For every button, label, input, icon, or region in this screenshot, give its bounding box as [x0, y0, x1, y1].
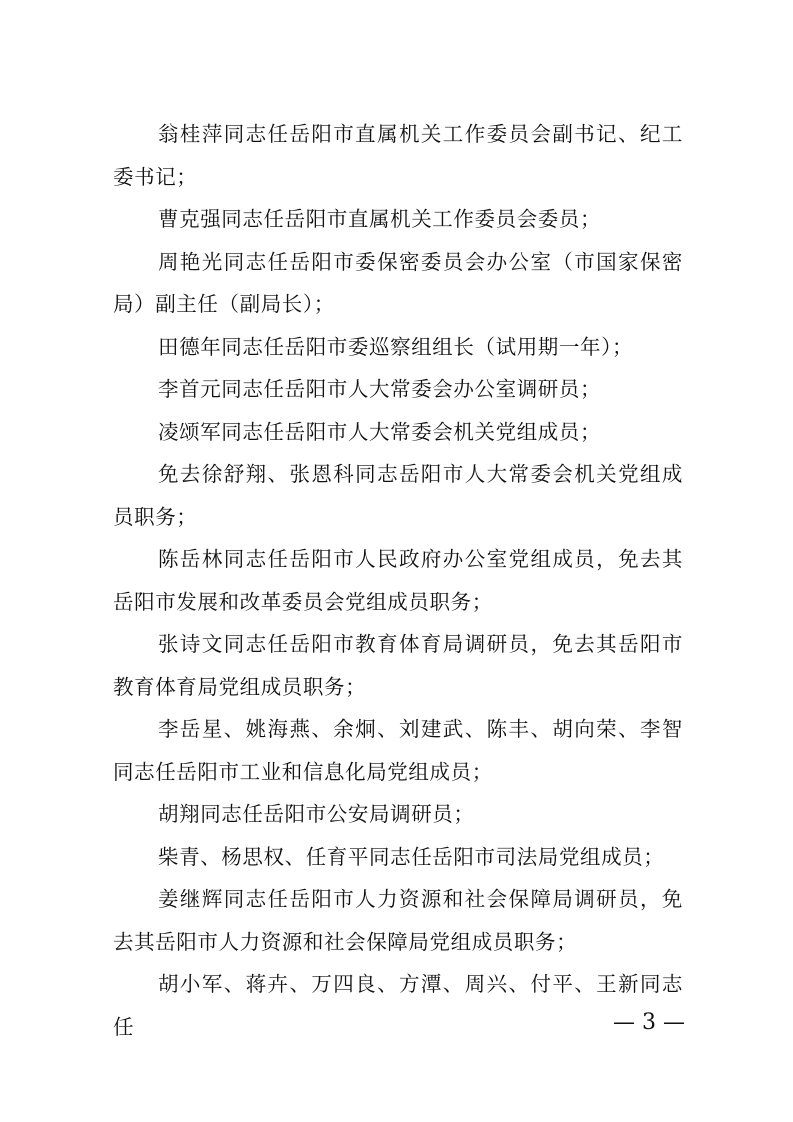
paragraph-10: 李岳星、姚海燕、余炯、刘建武、陈丰、胡向荣、李智同志任岳阳市工业和信息化局党组成员；: [113, 717, 683, 784]
paragraph-1: 翁桂萍同志任岳阳市直属机关工作委员会副书记、纪工委书记；: [113, 122, 683, 189]
paragraph-4: 田德年同志任岳阳市委巡察组组长（试用期一年）；: [158, 334, 634, 359]
paragraph-5: 李首元同志任岳阳市人大常委会办公室调研员；: [158, 377, 602, 401]
page-number: — 3 —: [613, 1010, 685, 1035]
paragraph-8: 陈岳林同志任岳阳市人民政府办公室党组成员，免去其岳阳市发展和改革委员会党组成员职务；: [113, 547, 683, 614]
paragraph-13: 姜继辉同志任岳阳市人力资源和社会保障局调研员，免去其岳阳市人力资源和社会保障局党组成员职务；: [113, 887, 683, 954]
paragraph-7: 免去徐舒翔、张恩科同志岳阳市人大常委会机关党组成员职务；: [113, 462, 683, 529]
paragraph-14: 胡小军、蒋卉、万四良、方潭、周兴、付平、王新同志任: [113, 972, 683, 1039]
document-body: [113, 113, 683, 1048]
paragraph-11: 胡翔同志任岳阳市公安局调研员；: [158, 802, 475, 826]
paragraph-12: 柴青、杨思权、任育平同志任岳阳市司法局党组成员；: [158, 844, 665, 869]
paragraph-3: 周艳光同志任岳阳市委保密委员会办公室（市国家保密局）副主任（副局长）；: [113, 249, 683, 316]
paragraph-9: 张诗文同志任岳阳市教育体育局调研员，免去其岳阳市教育体育局党组成员职务；: [113, 632, 683, 699]
paragraph-2: 曹克强同志任岳阳市直属机关工作委员会委员；: [158, 207, 602, 231]
paragraph-6: 凌颂军同志任岳阳市人大常委会机关党组成员；: [158, 419, 602, 444]
